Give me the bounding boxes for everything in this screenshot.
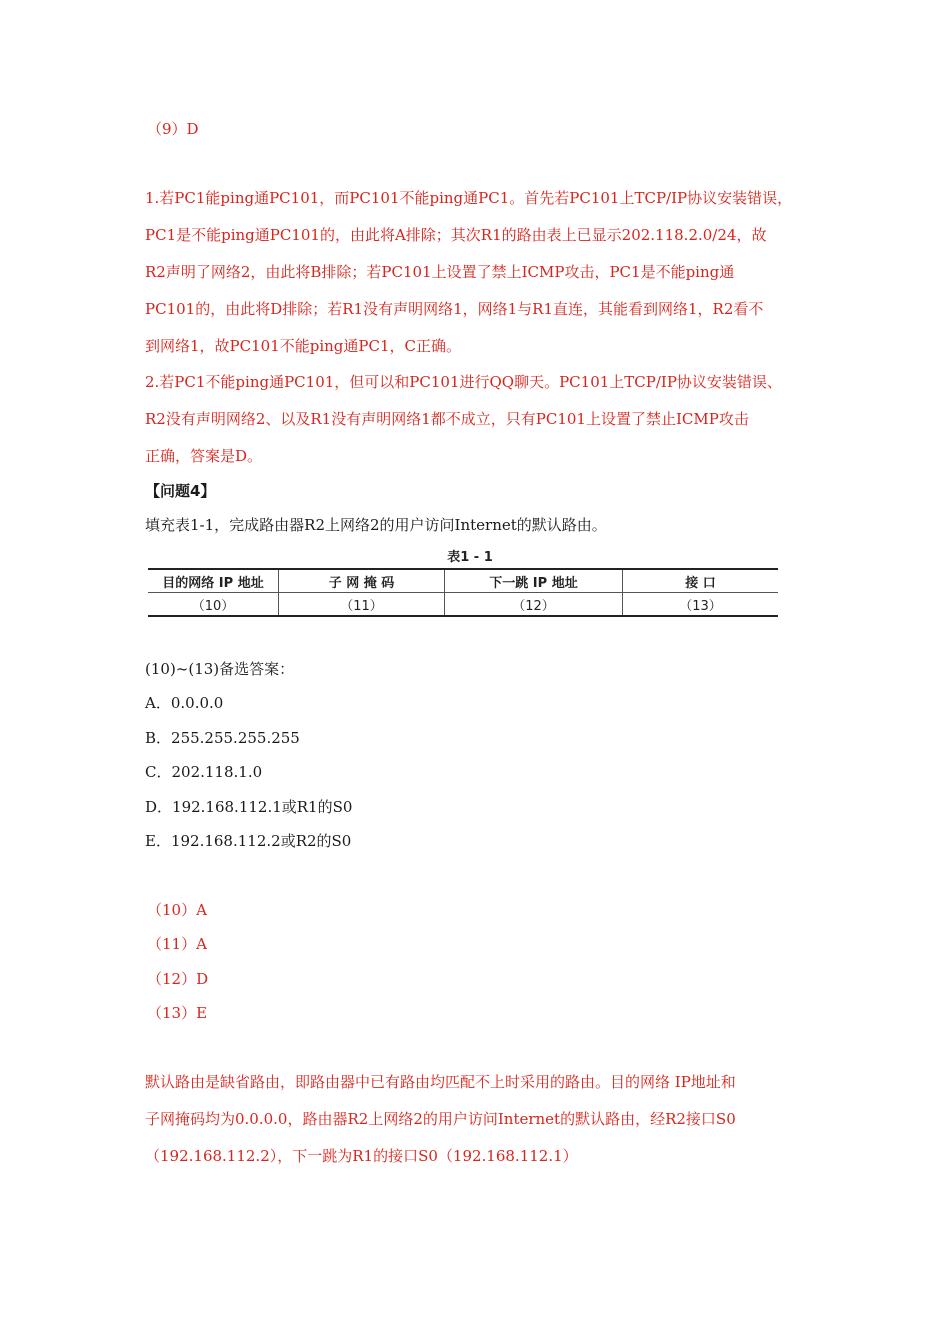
explanation-3-line-3: （192.168.112.2），下一跳为R1的接口S0（192.168.112.1） (145, 1147, 578, 1165)
table-header-dest-ip: 目的网络 IP 地址 (148, 569, 279, 593)
option-d: D．192.168.112.1或R1的S0 (145, 798, 353, 816)
answer-9: （9）D (147, 120, 199, 138)
table-row (148, 593, 778, 617)
options-title: (10)~(13)备选答案： (145, 660, 295, 678)
table-caption: 表1 - 1 (447, 550, 493, 565)
explanation-1-line-5: 到网络1，故PC101不能ping通PC1，C正确。 (145, 337, 461, 355)
question-4-title: 【问题4】 (145, 482, 216, 500)
explanation-3-line-1: 默认路由是缺省路由，即路由器中已有路由均匹配不上时采用的路由。目的网络 IP地址和 (145, 1073, 736, 1091)
option-b: B．255.255.255.255 (145, 729, 300, 747)
option-a: A．0.0.0.0 (145, 694, 224, 712)
table-cell-12: （12） (445, 593, 623, 617)
explanation-1-line-1: 1.若PC1能ping通PC101，而PC101不能ping通PC1。首先若PC101上TCP/IP协议安装错误， (145, 189, 793, 207)
table-header-mask: 子 网 掩 码 (279, 569, 445, 593)
answer-12: （12）D (147, 970, 209, 988)
table-header-interface: 接 口 (623, 569, 779, 593)
option-c: C．202.118.1.0 (145, 763, 263, 781)
table-cell-13: （13） (623, 593, 779, 617)
question-4-text: 填充表1-1，完成路由器R2上网络2的用户访问Internet的默认路由。 (145, 516, 607, 534)
answer-13: （13）E (147, 1004, 208, 1022)
answer-10: （10）A (147, 901, 207, 919)
explanation-2-line-1: 2.若PC1不能ping通PC101，但可以和PC101进行QQ聊天。PC101上TCP/IP协议安装错误、 (145, 373, 782, 391)
option-e: E．192.168.112.2或R2的S0 (145, 832, 352, 850)
explanation-3-line-2: 子网掩码均为0.0.0.0，路由器R2上网络2的用户访问Internet的默认路由，经R2接口S0 (145, 1110, 736, 1128)
table-cell-11: （11） (279, 593, 445, 617)
answer-11: （11）A (147, 935, 207, 953)
table-header-row (148, 569, 778, 593)
explanation-1-line-3: R2声明了网络2，由此将B排除；若PC101上设置了禁上ICMP攻击，PC1是不能ping通 (145, 263, 735, 281)
table-header-next-hop: 下一跳 IP 地址 (445, 569, 623, 593)
route-table (148, 568, 778, 617)
explanation-1-line-4: PC101的，由此将D排除；若R1没有声明网络1，网络1与R1直连，其能看到网络1，R2看不 (145, 300, 764, 318)
table-cell-10: （10） (148, 593, 279, 617)
explanation-1-line-2: PC1是不能ping通PC101的，由此将A排除；其次R1的路由表上已显示202.118.2.0/24，故 (145, 226, 767, 244)
explanation-2-line-3: 正确，答案是D。 (145, 447, 263, 465)
explanation-2-line-2: R2没有声明网络2、以及R1没有声明网络1都不成立，只有PC101上设置了禁止ICMP攻击 (145, 410, 749, 428)
